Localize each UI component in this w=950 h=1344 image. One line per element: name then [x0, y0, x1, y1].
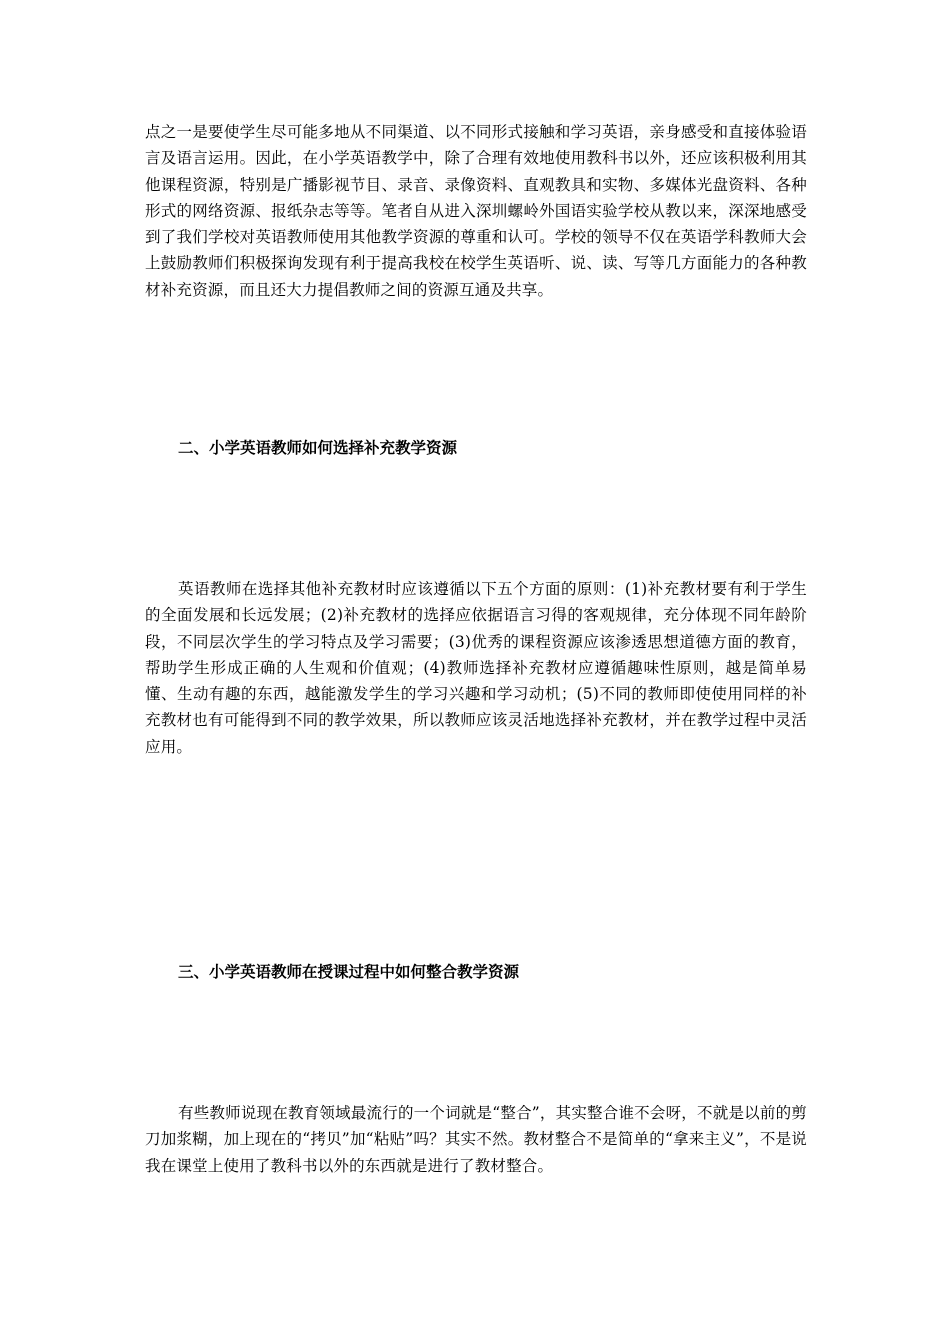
section-heading-3: 三、小学英语教师在授课过程中如何整合教学资源: [178, 962, 520, 981]
section-heading-2: 二、小学英语教师如何选择补充教学资源: [178, 438, 458, 457]
paragraph-selection-principles: 英语教师在选择其他补充教材时应该遵循以下五个方面的原则：(1)补充教材要有利于学生的全面发展和长远发展；(2)补充教材的选择应依据语言习得的客观规律，充分体现不同年龄阶段，不同层次学生的学习特点及学习需要；(3)优秀的课程资源应该渗透思想道德方面的教育，帮助学生形成正确的人生观和价值观；(4)教师选择补充教材应遵循趣味性原则，越是简单易懂、生动有趣的东西，越能激发学生的学习兴趣和学习动机；(5)不同的教师即使使用同样的补充教材也有可能得到不同的教学效果，所以教师应该灵活地选择补充教材，并在教学过程中灵活应用。: [145, 580, 807, 756]
paragraph-integration: 有些教师说现在教育领域最流行的一个词就是“整合”，其实整合谁不会呀，不就是以前的剪刀加浆糊，加上现在的“拷贝”加“粘贴”吗？其实不然。教材整合不是简单的“拿来主义”，不是说我在课堂上使用了教科书以外的东西就是进行了教材整合。: [145, 1104, 807, 1175]
paragraph-intro: 点之一是要使学生尽可能多地从不同渠道、以不同形式接触和学习英语，亲身感受和直接体验语言及语言运用。因此，在小学英语教学中，除了合理有效地使用教科书以外，还应该积极利用其他课程资源，特别是广播影视节目、录音、录像资料、直观教具和实物、多媒体光盘资料、各种形式的网络资源、报纸杂志等等。笔者自从进入深圳螺岭外国语实验学校从教以来，深深地感受到了我们学校对英语教师使用其他教学资源的尊重和认可。学校的领导不仅在英语学科教师大会上鼓励教师们积极探询发现有利于提高我校在校学生英语听、说、读、写等几方面能力的各种教材补充资源，而且还大力提倡教师之间的资源互通及共享。: [145, 123, 807, 299]
